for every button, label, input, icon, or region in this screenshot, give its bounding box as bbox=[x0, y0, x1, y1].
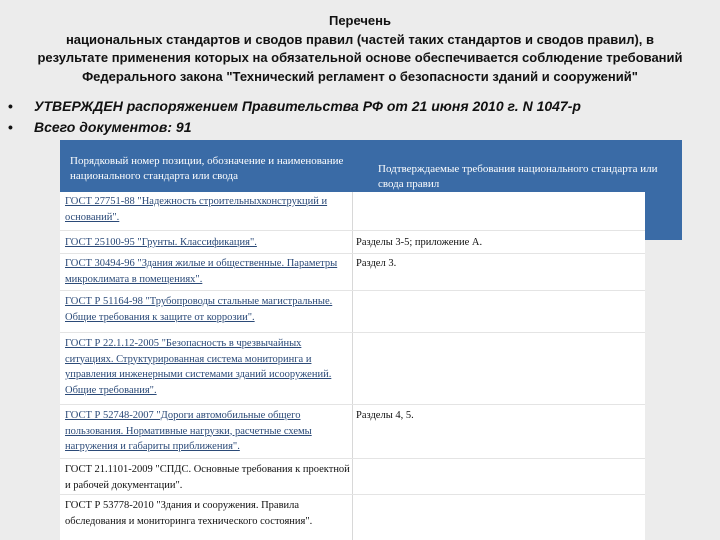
bullet-approved bbox=[8, 96, 581, 117]
standard-link[interactable]: ГОСТ 30494-96 "Здания жилые и общественные. Параметры микроклимата в помещениях". bbox=[65, 258, 338, 285]
title-line: национальных стандартов и сводов правил (частей таких стандартов и сводов правил), в bbox=[65, 31, 655, 47]
standard-link[interactable]: ГОСТ Р 22.1.12-2005 "Безопасность в чрезвычайных ситуациях. Структурированная система мониторинга и управления инженерными системами зданий исооружений. Общие требования". bbox=[65, 338, 332, 396]
total-documents-text: Всего документов: 91 bbox=[34, 119, 192, 135]
bullet-total bbox=[8, 117, 581, 138]
bullet-marker: • bbox=[8, 119, 13, 135]
bullet-marker: • bbox=[8, 98, 13, 114]
title-line: Перечень bbox=[328, 13, 392, 28]
header-decoration bbox=[645, 212, 682, 240]
row-separator bbox=[60, 404, 645, 405]
title-line: результате применения которых на обязательной основе обеспечивается соблюдение требований bbox=[37, 50, 683, 65]
title-line: Федерального закона "Технический регламент о безопасности зданий и сооружений" bbox=[82, 68, 638, 84]
row-separator bbox=[60, 458, 645, 459]
standard-text: ГОСТ Р 53778-2010 "Здания и сооружения. Правила обследования и мониторинга технического состояния". bbox=[65, 500, 313, 527]
standard-link[interactable]: ГОСТ Р 51164-98 "Трубопроводы стальные магистральные. Общие требования к защите от коррозии". bbox=[65, 296, 333, 323]
row-separator bbox=[60, 332, 645, 333]
row-separator bbox=[60, 253, 645, 254]
standard-link[interactable]: ГОСТ 27751-88 "Надежность строительныхконструкций и оснований". bbox=[65, 196, 328, 223]
standard-link[interactable]: ГОСТ 25100-95 "Грунты. Классификация". bbox=[65, 237, 257, 248]
approved-text: УТВЕРЖДЕН распоряжением Правительства РФ от 21 июня 2010 г. N 1047-р bbox=[34, 98, 581, 114]
row-separator bbox=[60, 290, 645, 291]
info-bullets bbox=[8, 96, 581, 138]
row-separator bbox=[60, 494, 645, 495]
row-separator bbox=[60, 230, 645, 231]
requirements-cell: Разделы 3-5; приложение А. bbox=[356, 237, 483, 248]
header-document-label: Порядковый номер позиции, обозначение и наименование национального стандарта или свода bbox=[70, 155, 344, 182]
header-requirements-label: Подтверждаемые требования национального стандарта или свода правил bbox=[378, 163, 658, 190]
column-divider bbox=[352, 192, 353, 540]
document-title bbox=[0, 12, 720, 86]
requirements-cell: Разделы 4, 5. bbox=[356, 410, 414, 421]
standard-link[interactable]: ГОСТ Р 52748-2007 "Дороги автомобильные общего пользования. Нормативные нагрузки, расчетные схемы нагружения и габариты приближения". bbox=[65, 410, 312, 452]
requirements-cell: Раздел 3. bbox=[356, 258, 397, 269]
standards-table-body bbox=[60, 192, 645, 540]
standard-text: ГОСТ 21.1101-2009 "СПДС. Основные требования к проектной и рабочей документации". bbox=[65, 464, 350, 491]
